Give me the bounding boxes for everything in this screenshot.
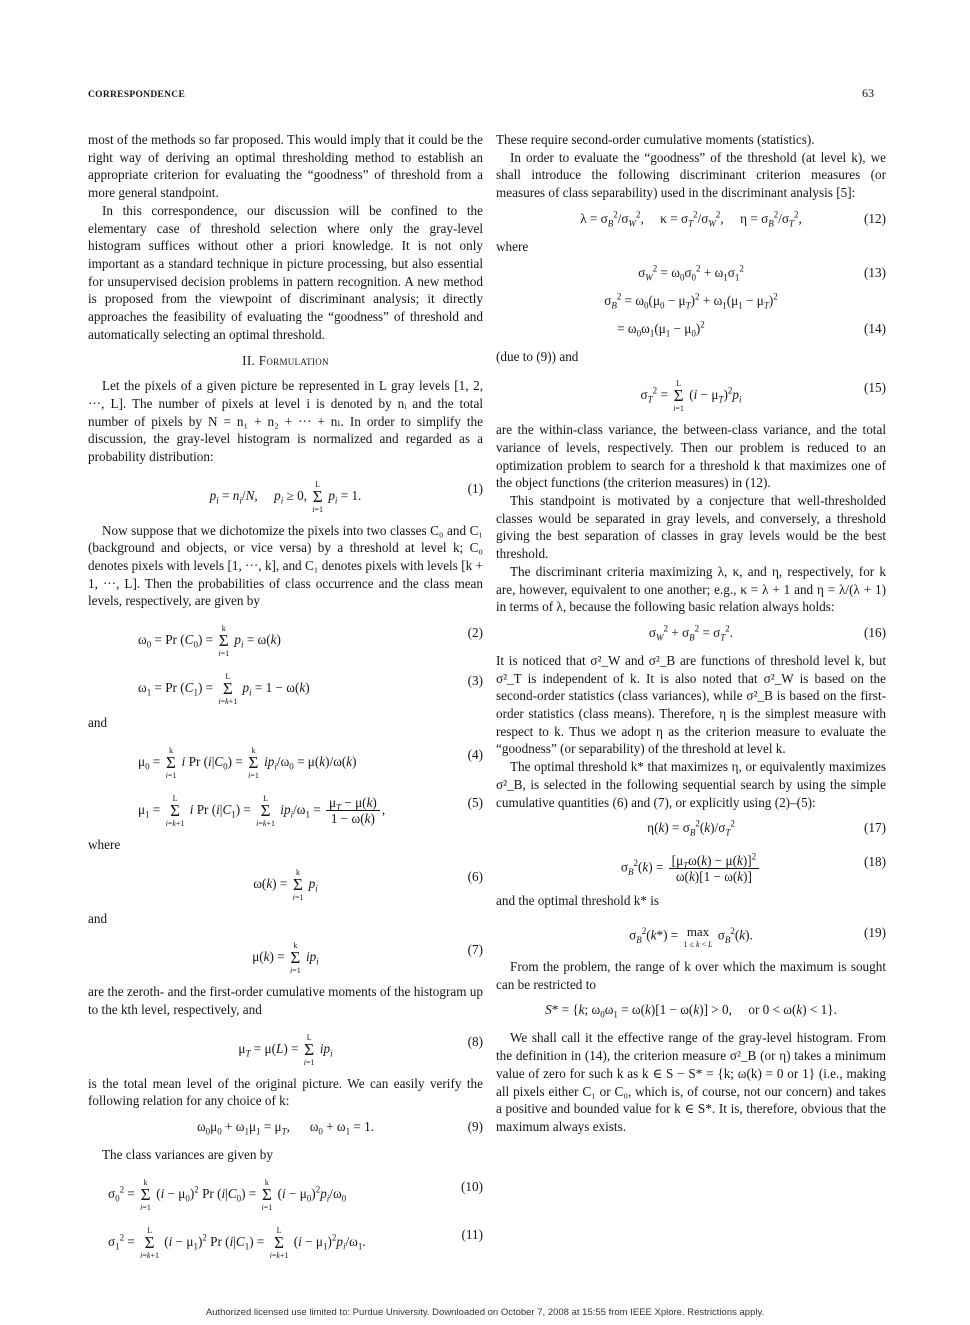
equation-13: $\sigma_W^2 = \omega_0\sigma_0^2 + \omega_1\sigma_1^2$ (13): [638, 263, 886, 283]
equation-9: $\omega_0\mu_0 + \omega_1\mu_1 = \mu_T$, $\omega_0 + \omega_1 = 1$. (9): [196, 1119, 483, 1137]
equation-number: (1): [467, 480, 483, 496]
paragraph: The discriminant criteria maximizing λ, κ, and η, respectively, for k are, however, equivalent to one another; e.g., κ = λ + 1 and η = λ/(λ + 1) in terms of λ, because the following basic relation always holds:: [496, 563, 886, 615]
equation-5: $\mu_1 = L$ Σ i=k+1 i Pr $(i|C_1) = L$ Σ i=k+1 $ip_i/\omega_1$ = $\frac{\mu_T - \mu(k)}{1 - \omega(k)}$ , (5): [88, 788, 483, 828]
equation-10: $\sigma_0^2 = k$ Σ i=1 $(i - \mu_0)^2$ Pr $(i|C_0) = k$ Σ i=1 $(i - \mu_0)^2p_i/\omega_0$ (10): [88, 1172, 483, 1212]
paragraph: is the total mean level of the original picture. We can easily verify the following relation for any choice of k:: [88, 1075, 483, 1109]
paragraph: We shall call it the effective range of the gray-level histogram. From the definition in (14), the criterion measure σ²_B (or η) takes a minimum value of zero for such k as k ∈ S − S* = {k; ω(k) = 0 or 1} (i.e., making all pixels either C₁ or C₀, which is, of course, not our concern) and takes a positive and bounded value for k ∈ S*. It is, therefore, obvious that the maximum always exists.: [496, 1030, 886, 1134]
equation-number: (5): [467, 794, 483, 810]
equation-11: $\sigma_1^2 = L$ Σ i=k+1 $(i - \mu_1)^2$ Pr $(i|C_1) = L$ Σ i=k+1 $(i - \mu_1)^2p_i/\omega_1$. (11): [88, 1220, 483, 1260]
equation-number: (4): [467, 746, 483, 762]
equation-number: (19): [864, 924, 886, 940]
paragraph: From the problem, the range of k over which the maximum is sought can be restricted to: [496, 958, 886, 992]
equation-16: $\sigma_W^2 + \sigma_B^2 = \sigma_T^2$. (16): [648, 623, 886, 643]
equation-3: $\omega_1 = Pr$ $(C_1) = L$ Σ i=k+1 $p_i = 1 - \omega(k)$ (3): [88, 666, 483, 706]
paragraph: These require second-order cumulative moments (statistics).: [496, 132, 815, 147]
where-text: where: [88, 836, 121, 852]
right-column: [496, 131, 886, 1136]
paragraph: It is noticed that σ²_W and σ²_B are functions of threshold level k, but σ²_T is independent of k. It is also noted that σ²_W is based on the second-order statistics (class variances), while σ²_B is based on the first-order statistics (class means). Therefore, η is the simplest measure with respect to k. Thus we adopt η as the criterion measure to evaluate the “goodness” (or separability) of the threshold at level k.: [496, 652, 886, 757]
paragraph: and the optimal threshold k* is: [496, 893, 659, 909]
paragraph: In order to evaluate the “goodness” of the threshold (at level k), we shall introduce the following discriminant criterion measures (or measures of class separability) used in the discriminant analysis [5]:: [496, 149, 886, 201]
equation-14: = $\omega_0\omega_1(\mu_1 - \mu_0)^2$ (14): [617, 319, 886, 339]
running-header: CORRESPONDENCE: [88, 90, 186, 100]
equation-4: $\mu_0 = k$ Σ i=1 i Pr $(i|C_0) = k$ Σ i=1 $ip_i/\omega_0 = \mu(k)/\omega(k)$ (4): [88, 740, 483, 780]
equation-18: $\sigma_B^2(k)$ = $\frac{[\mu_T\omega(k) - \mu(k)]^2}{\omega(k)[1 - \omega(k)]}$ (18): [496, 847, 886, 884]
equation-15: $\sigma_T^2 = L$ Σ i=1 $(i - \mu_T)^2p_i$ (15): [496, 373, 886, 413]
left-column: [88, 131, 483, 1268]
paragraph: This standpoint is motivated by a conjecture that well-thresholded classes would be separated in gray levels, and conversely, a threshold giving the best separation of classes in gray levels would be the best threshold.: [496, 493, 886, 562]
paragraph: The class variances are given by: [102, 1147, 273, 1163]
equation-17: $\eta(k) = \sigma_B^2(k)/\sigma_T^2$ (17): [647, 818, 886, 838]
paragraph: In this correspondence, our discussion will be confined to the elementary case of threshold selection where only the gray-level histogram suffices without other a priori knowledge. It is not only important as a standard technique in picture processing, but also essential for unsupervised decision problems in pattern recognition. A new method is proposed from the viewpoint of discriminant analysis; it directly approaches the feasibility of evaluating the “goodness” of threshold and automatically selecting an optimal threshold.: [88, 202, 483, 342]
equation-2: $\omega_0 = Pr$ $(C_0) = k$ Σ i=1 $p_i = \omega(k)$ (2): [88, 618, 483, 658]
paragraph: are the within-class variance, the between-class variance, and the total variance of levels, respectively. Then our problem is reduced to an optimization problem to search for a threshold k that maximizes one of the object functions (the criterion measures) in (12).: [496, 422, 886, 491]
equation-12: $\lambda = \sigma_B^2/\sigma_W^2$, $\kappa = \sigma_T^2/\sigma_W^2$, $\eta = \sigma_B^2/\sigma_T^2$, (12): [580, 209, 886, 229]
footer-notice: Authorized licensed use limited to: Purdue University. Downloaded on October 7, 2008 at 15:55 from IEEE Xplore. Restrictions apply.: [205, 1307, 765, 1318]
equation-8: $\mu_T = \mu(L) = L$ Σ i=1 $ip_i$ (8): [88, 1027, 483, 1067]
equation-effective-range: S* = {k; $\omega_0\omega_1 = \omega(k)[1 - \omega(k)] > 0$, or 0 < ω(k) < 1}.: [545, 1002, 837, 1021]
paragraph: Now suppose that we dichotomize the pixels into two classes C₀ and C₁ (background and objects, or vice versa) by a threshold at level k; C₀ denotes pixels with levels [1, ···, k], and C₁ denotes pixels with levels [k + 1, ···, L]. Then the probabilities of class occurrence and the class mean levels, respectively, are given by: [88, 522, 483, 609]
equation-19: $\sigma_B^2(k*)$ = max 1 ≤ k < L $\sigma_B^2(k)$. (19): [496, 918, 886, 950]
equation-number: (13): [864, 264, 886, 280]
paragraph: The optimal threshold k* that maximizes η, or equivalently maximizes σ²_B, is selected in the following sequential search by using the simple cumulative quantities (6) and (7), or explicitly using (2)–(5):: [496, 759, 886, 810]
equation-14a: $\sigma_B^2 = \omega_0(\mu_0 - \mu_T)^2 + \omega_1(\mu_1 - \mu_T)^2$: [604, 291, 778, 311]
equation-number: (7): [467, 942, 483, 958]
equation-number: (8): [467, 1033, 483, 1049]
equation-number: (10): [461, 1178, 483, 1194]
where-text: where: [496, 238, 529, 254]
section-title: II. Formulation: [242, 353, 329, 369]
equation-1: $p_i = n_i/N$, $p_i \ge 0$, L Σ i=1 $p_i = 1$. (1): [88, 474, 483, 514]
equation-number: (11): [461, 1226, 483, 1242]
paragraph: are the zeroth- and the first-order cumulative moments of the histogram up to the kth level, respectively, and: [88, 984, 483, 1017]
equation-number: (15): [864, 380, 886, 396]
equation-7: μ(k) = k Σ i=1 $ip_i$ (7): [88, 935, 483, 975]
equation-number: (16): [864, 624, 886, 640]
equation-number: (6): [467, 868, 483, 884]
equation-number: (2): [467, 625, 483, 641]
due-to-text: (due to (9)) and: [496, 348, 579, 364]
and-text: and: [88, 910, 108, 926]
equation-number: (14): [864, 320, 886, 336]
equation-number: (18): [864, 854, 886, 870]
equation-6: ω(k) = k Σ i=1 $p_i$ (6): [88, 862, 483, 902]
equation-number: (12): [864, 210, 886, 226]
paragraph: Let the pixels of a given picture be represented in L gray levels [1, 2, ···, L]. The number of pixels at level i is denoted by nᵢ and the total number of pixels by N = n₁ + n₂ + ··· + nₗ. In order to simplify the discussion, the gray-level histogram is normalized and regarded as a probability distribution:: [88, 378, 483, 464]
paragraph: most of the methods so far proposed. This would imply that it could be the right way of deriving an optimal thresholding method to establish an appropriate criterion for evaluating the “goodness” of threshold from a more general standpoint.: [88, 132, 483, 201]
equation-number: (9): [467, 1119, 483, 1135]
page-number: 63: [862, 86, 874, 100]
equation-number: (3): [467, 673, 483, 689]
and-text: and: [88, 715, 108, 731]
equation-number: (17): [864, 820, 886, 836]
